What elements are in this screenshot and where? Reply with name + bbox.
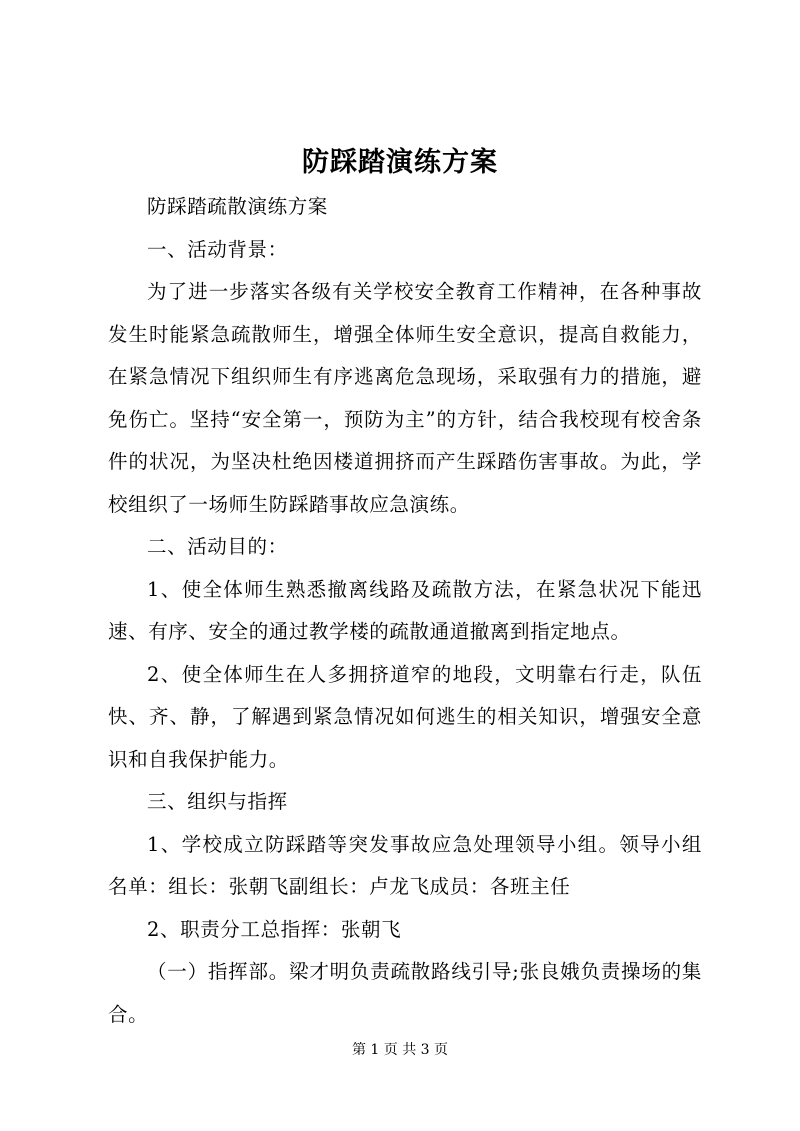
paragraph-command-center: （一）指挥部。梁才明负责疏散路线引导;张良娥负责操场的集合。 <box>108 960 702 1026</box>
paragraph-organization-1: 1、学校成立防踩踏等突发事故应急处理领导小组。领导小组名单：组长：张朝飞副组长：卢龙飞成员：各班主任 <box>108 832 702 898</box>
page-footer: 第 1 页 共 3 页 <box>351 1042 449 1058</box>
paragraph-background: 为了进一步落实各级有关学校安全教育工作精神，在各种事故发生时能紧急疏散师生，增强全体师生安全意识，提高自救能力，在紧急情况下组织师生有序逃离危急现场，采取强有力的措施，避免伤亡。坚持“安全第一，预防为主”的方针，结合我校现有校舍条件的状况，为坚决杜绝因楼道拥挤而产生踩踏伤害事故。为此，学校组织了一场师生防踩踏事故应急演练。 <box>108 280 702 516</box>
section-heading-background: 一、活动背景： <box>147 237 288 261</box>
paragraph-subtitle: 防踩踏疏散演练方案 <box>147 195 328 218</box>
section-heading-purpose: 二、活动目的： <box>147 535 288 558</box>
document-body <box>108 186 702 1036</box>
paragraph-purpose-2: 2、使全体师生在人多拥挤道窄的地段，文明靠右行走，队伍快、齐、静，了解遇到紧急情况如何逃生的相关知识，增强安全意识和自我保护能力。 <box>108 662 702 771</box>
section-heading-organization: 三、组织与指挥 <box>147 790 288 813</box>
document-title: 防踩踏演练方案 <box>302 147 498 178</box>
paragraph-organization-2: 2、职责分工总指挥：张朝飞 <box>147 917 402 941</box>
paragraph-purpose-1: 1、使全体师生熟悉撤离线路及疏散方法，在紧急状况下能迅速、有序、安全的通过教学楼的疏散通道撤离到指定地点。 <box>108 577 702 643</box>
